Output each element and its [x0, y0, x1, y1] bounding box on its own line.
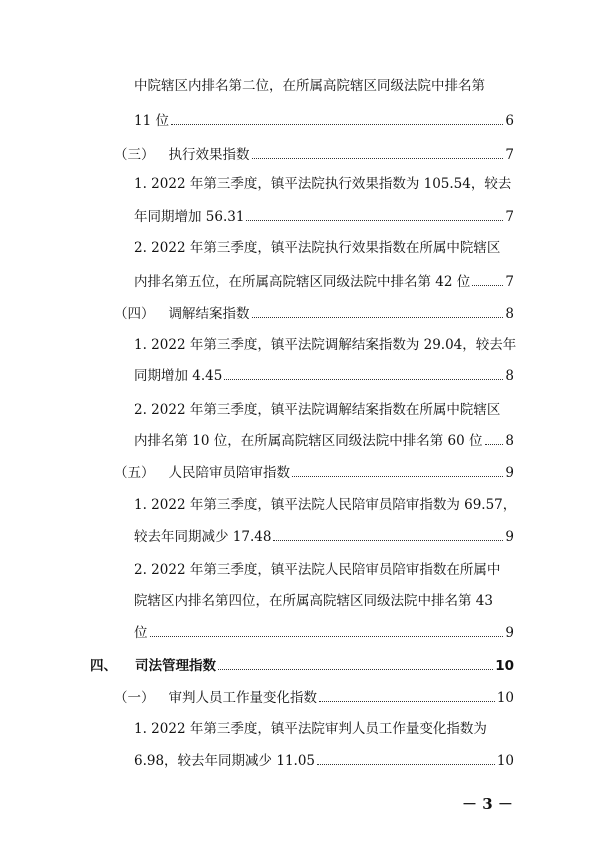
toc-entry-text: 内排名第五位，在所属高院辖区同级法院中排名第 42 位: [134, 274, 471, 290]
toc-entry[interactable]: [134, 752, 514, 770]
toc-section-5[interactable]: [114, 464, 514, 482]
toc-entry[interactable]: [134, 112, 514, 130]
chapter-title: 司法管理指数: [135, 658, 216, 674]
section-title: 审判人员工作量变化指数: [168, 690, 317, 706]
dot-leader: [319, 689, 495, 702]
dot-leader: [218, 657, 493, 670]
toc-entry-line: 中院辖区内排名第二位，在所属高院辖区同级法院中排名第: [134, 78, 485, 94]
toc-entry-text: 同期增加 4.45: [134, 368, 223, 384]
dot-leader: [150, 624, 504, 637]
toc-entry[interactable]: [134, 432, 514, 450]
dot-leader: [246, 208, 503, 221]
toc-entry-text: 位: [134, 625, 148, 641]
page-ref: 9: [505, 465, 514, 481]
section-number: （四）: [114, 306, 155, 322]
section-title: 执行效果指数: [168, 147, 250, 163]
toc-entry-text: 较去年同期减少 17.48: [134, 529, 272, 545]
dot-leader: [252, 305, 504, 318]
dot-leader: [224, 367, 503, 380]
toc-section-4[interactable]: [114, 305, 514, 323]
toc-entry-line: 1. 2022 年第三季度，镇平法院执行效果指数为 105.54，较去: [134, 176, 512, 192]
toc-section-3[interactable]: [114, 146, 514, 164]
dot-leader: [252, 146, 504, 159]
page-ref: 8: [505, 433, 514, 449]
dot-leader: [485, 432, 504, 445]
page-ref: 10: [496, 690, 514, 706]
toc-section-4-1[interactable]: [114, 689, 514, 707]
toc-entry-line: 1. 2022 年第三季度，镇平法院调解结案指数为 29.04，较去年: [134, 337, 517, 353]
toc-entry-line: 院辖区内排名第四位，在所属高院辖区同级法院中排名第 43: [134, 593, 493, 609]
page-ref: 7: [505, 274, 514, 290]
page-ref: 7: [505, 147, 514, 163]
page-ref: 9: [505, 529, 514, 545]
dot-leader: [273, 528, 503, 541]
page-ref: 6: [505, 113, 514, 129]
dot-leader: [292, 464, 503, 477]
toc-entry[interactable]: [134, 273, 514, 291]
page-ref: 9: [505, 625, 514, 641]
toc-entry-line: 1. 2022 年第三季度，镇平法院审判人员工作量变化指数为: [134, 721, 487, 737]
section-number: （三）: [114, 147, 155, 163]
chapter-number: 四、: [90, 658, 117, 674]
toc-entry[interactable]: [134, 208, 514, 226]
toc-entry-text: 年同期增加 56.31: [134, 209, 245, 225]
dot-leader: [171, 112, 503, 125]
section-number: （一）: [114, 690, 155, 706]
page-number: － 3 －: [462, 795, 513, 813]
toc-entry-text: 6.98，较去年同期减少 11.05: [134, 753, 315, 769]
page-ref: 8: [505, 306, 514, 322]
toc-entry-line: 1. 2022 年第三季度，镇平法院人民陪审员陪审指数为 69.57，: [134, 497, 517, 513]
dot-leader: [472, 273, 503, 286]
toc-entry-text: 内排名第 10 位，在所属高院辖区同级法院中排名第 60 位: [134, 433, 483, 449]
page-ref: 10: [496, 753, 514, 769]
toc-entry-text: 11 位: [134, 113, 169, 129]
page-ref: 8: [505, 368, 514, 384]
toc-entry[interactable]: [134, 624, 514, 642]
toc-entry-line: 2. 2022 年第三季度，镇平法院调解结案指数在所属中院辖区: [134, 402, 501, 418]
section-title: 调解结案指数: [168, 306, 250, 322]
toc-entry-line: 2. 2022 年第三季度，镇平法院执行效果指数在所属中院辖区: [134, 240, 501, 256]
page-ref: 7: [505, 209, 514, 225]
toc-entry[interactable]: [134, 367, 514, 385]
section-number: （五）: [114, 465, 155, 481]
section-title: 人民陪审员陪审指数: [168, 465, 290, 481]
toc-chapter-4[interactable]: [90, 657, 514, 675]
toc-entry[interactable]: [134, 528, 514, 546]
dot-leader: [317, 752, 495, 765]
toc-entry-line: 2. 2022 年第三季度，镇平法院人民陪审员陪审指数在所属中: [134, 562, 501, 578]
page-ref: 10: [495, 658, 514, 674]
